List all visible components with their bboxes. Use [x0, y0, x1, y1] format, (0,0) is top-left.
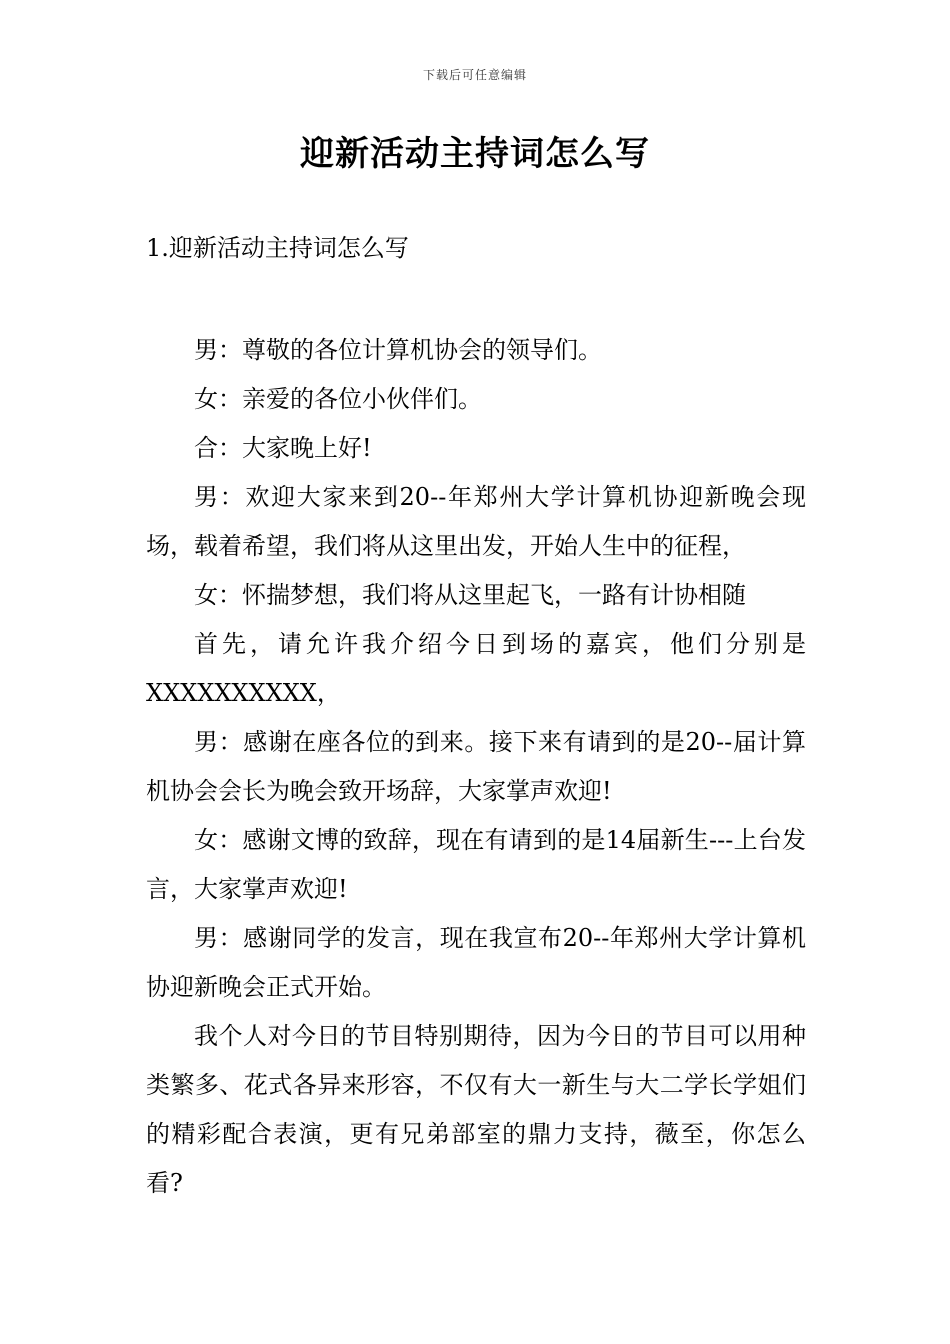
paragraph: 男：尊敬的各位计算机协会的领导们。 [194, 336, 602, 364]
paragraph: 合：大家晚上好! [194, 434, 372, 462]
document-title: 迎新活动主持词怎么写 [300, 134, 650, 174]
paragraph: 男：感谢在座各位的到来。接下来有请到的是20--届计算机协会会长为晚会致开场辞，大家掌声欢迎! [146, 728, 806, 805]
paragraph: 女：亲爱的各位小伙伴们。 [194, 385, 482, 413]
header-note: 下载后可任意编辑 [422, 68, 527, 82]
paragraph: 男：欢迎大家来到20--年郑州大学计算机协迎新晚会现场，载着希望，我们将从这里出发，开始人生中的征程， [146, 483, 806, 560]
paragraph: 女：感谢文博的致辞，现在有请到的是14届新生---上台发言，大家掌声欢迎! [146, 826, 806, 903]
paragraph: 我个人对今日的节目特别期待，因为今日的节目可以用种类繁多、花式各异来形容，不仅有大一新生与大二学长学姐们的精彩配合表演，更有兄弟部室的鼎力支持，薇至，你怎么看? [146, 1022, 806, 1197]
paragraph: 首先，请允许我介绍今日到场的嘉宾，他们分别是XXXXXXXXXX， [146, 630, 806, 707]
document-body [146, 326, 806, 1208]
paragraph: 男：感谢同学的发言，现在我宣布20--年郑州大学计算机协迎新晚会正式开始。 [146, 924, 806, 1001]
paragraph: 女：怀揣梦想，我们将从这里起飞，一路有计协相随 [194, 581, 746, 609]
section-heading: 1.迎新活动主持词怎么写 [146, 234, 409, 262]
